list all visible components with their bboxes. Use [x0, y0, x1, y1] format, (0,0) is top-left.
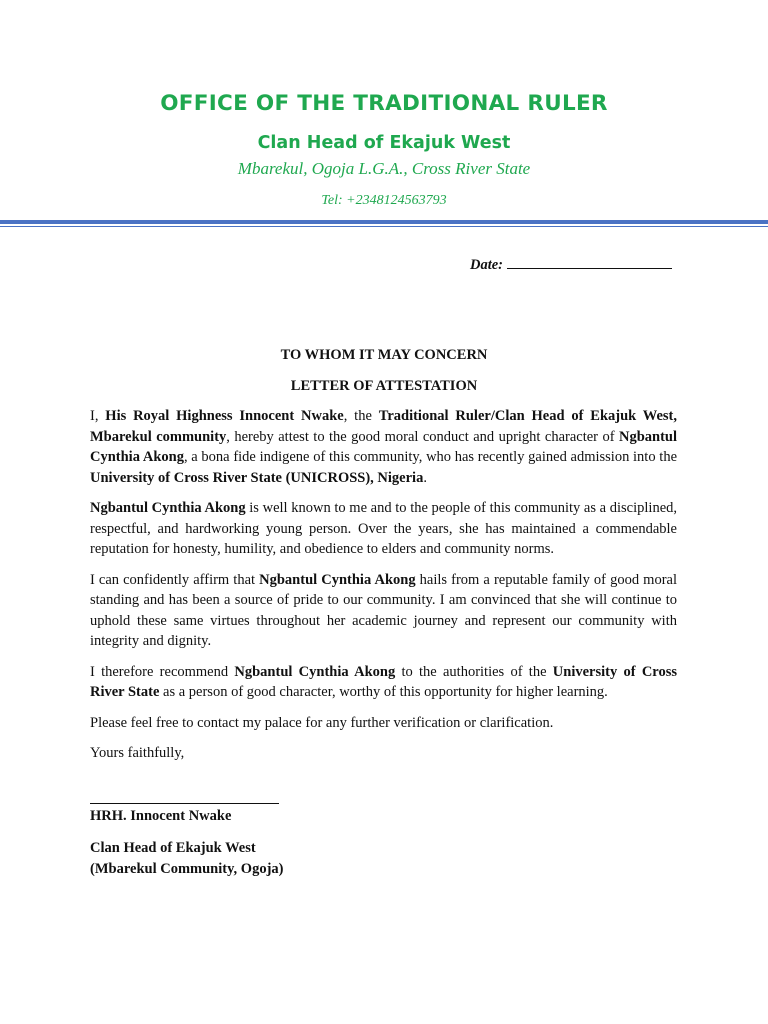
- letterhead-subtitle: Clan Head of Ekajuk West: [257, 133, 511, 153]
- signatory-name: HRH. Innocent Nwake: [90, 808, 232, 824]
- body-paragraph-4: I therefore recommend Ngbantul Cynthia Akong to the authorities of the University of Cross River State as a person of good character, worthy of this opportunity for higher learning.: [90, 663, 678, 700]
- date-blank-line: [507, 255, 672, 269]
- letterhead-title: OFFICE OF THE TRADITIONAL RULER: [160, 91, 608, 116]
- candidate-name: Ngbantul Cynthia Akong: [234, 663, 396, 680]
- date-label: Date:: [470, 257, 504, 273]
- date-field: [470, 255, 677, 274]
- university-name: University of Cross River State: [90, 663, 678, 700]
- letterhead-address: Mbarekul, Ogoja L.G.A., Cross River State: [237, 159, 531, 178]
- candidate-name: Ngbantul Cynthia Akong: [90, 500, 246, 516]
- letterhead-telephone: Tel: +2348124563793: [321, 193, 447, 208]
- body-paragraph-3: I can confidently affirm that Ngbantul Cynthia Akong hails from a reputable family of good moral standing and has been a source of pride to our community. I am convinced that she will continue to uphold these same virtues throughout her academic journey and represent our community with integrity and dignity.: [90, 571, 677, 649]
- signatory-location: (Mbarekul Community, Ogoja): [90, 860, 284, 877]
- closing-line: Yours faithfully,: [90, 745, 185, 761]
- university-name: University of Cross River State (UNICROSS), Nigeria: [90, 469, 424, 486]
- letter-body: [90, 406, 677, 774]
- ruler-title: Traditional Ruler/Clan Head of Ekajuk West, Mbarekul community: [90, 408, 678, 445]
- header-divider-thin: [0, 226, 768, 227]
- ruler-name: His Royal Highness Innocent Nwake: [105, 408, 344, 424]
- signatory-block: [90, 838, 283, 879]
- body-paragraph-2: Ngbantul Cynthia Akong is well known to me and to the people of this community as a disciplined, respectful, and hardworking young person. Over the years, she has maintained a commendable reputation for honesty, humility, and obedience to elders and community norms.: [90, 500, 678, 557]
- salutation-heading: TO WHOM IT MAY CONCERN: [280, 347, 488, 363]
- body-paragraph-5: Please feel free to contact my palace for any further verification or clarification.: [90, 714, 554, 731]
- header-divider-thick: [0, 220, 768, 224]
- letter-type-heading: LETTER OF ATTESTATION: [290, 378, 478, 394]
- signatory-title: Clan Head of Ekajuk West: [90, 840, 256, 856]
- candidate-name: Ngbantul Cynthia Akong: [90, 428, 677, 465]
- signature-line: [90, 803, 279, 804]
- body-paragraph-1: I, His Royal Highness Innocent Nwake, the Traditional Ruler/Clan Head of Ekajuk West, Mbarekul community, hereby attest to the good moral conduct and upright character of Ngbantul Cynthia Akong, a bona fide indigene of this community, who has recently gained admission into the University of Cross River State (UNICROSS), Nigeria.: [90, 408, 678, 486]
- candidate-name: Ngbantul Cynthia Akong: [259, 571, 416, 588]
